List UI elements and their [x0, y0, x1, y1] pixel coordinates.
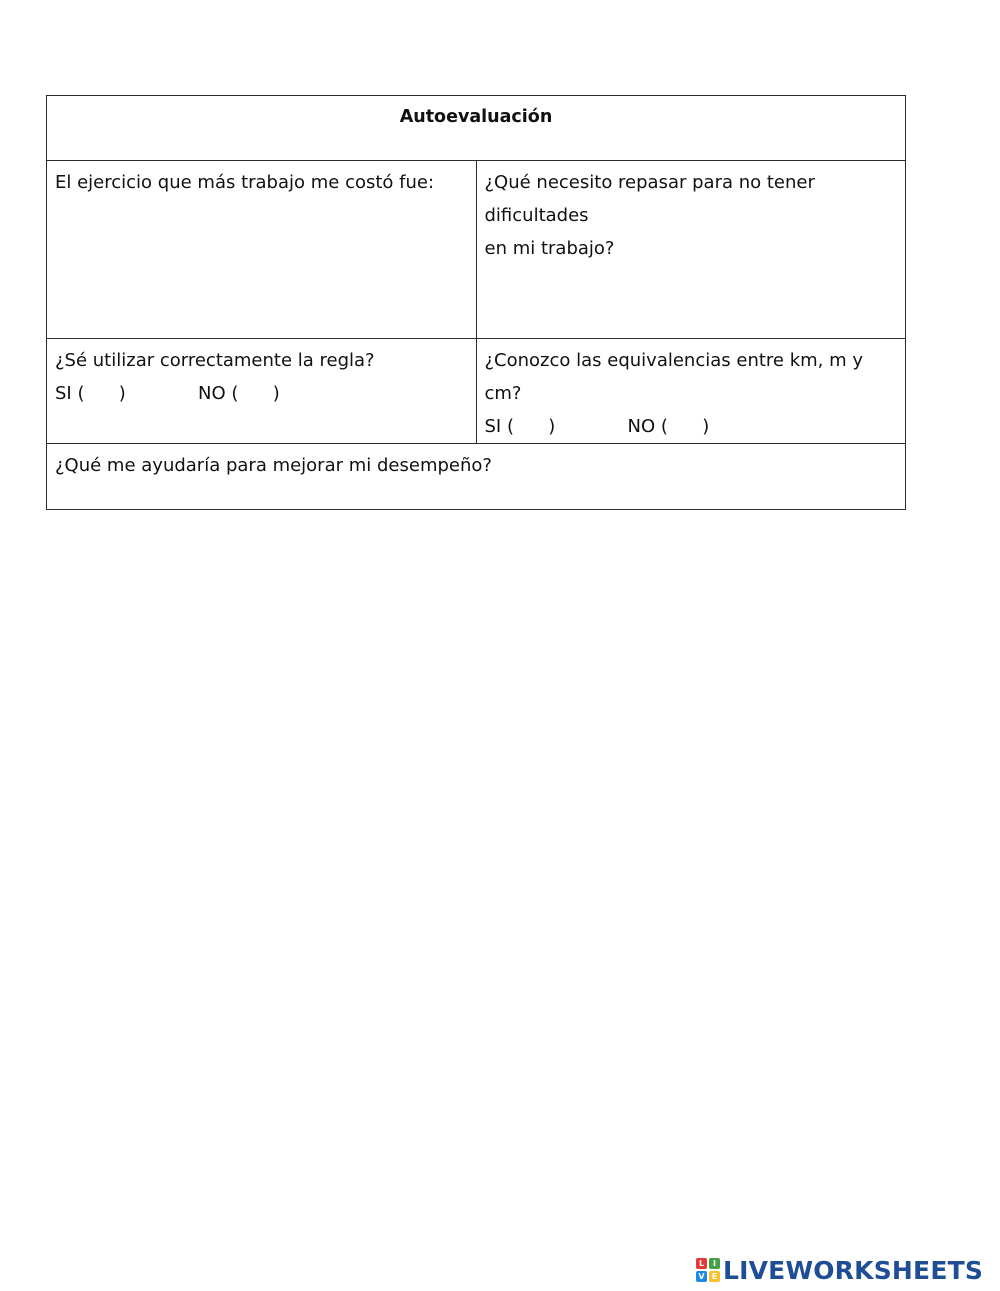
question-review-needs-line2: en mi trabajo? [484, 238, 615, 259]
liveworksheets-logo-icon [696, 1258, 720, 1282]
question-ruler-cell [47, 339, 477, 444]
ruler-yes-option[interactable]: SI ( ) [55, 383, 126, 404]
logo-block-l: L [696, 1258, 707, 1269]
question-ruler: ¿Sé utilizar correctamente la regla? [55, 350, 375, 371]
question-equivalences-cell [476, 339, 906, 444]
worksheet-title: Autoevaluación [399, 107, 553, 127]
logo-block-v: V [696, 1271, 707, 1282]
question-hardest-exercise: El ejercicio que más trabajo me costó fue: [55, 172, 435, 193]
question-improvement-cell[interactable] [47, 444, 906, 510]
ruler-no-option[interactable]: NO ( ) [198, 383, 280, 404]
question-review-needs-cell[interactable] [476, 161, 906, 339]
self-evaluation-table [46, 95, 906, 510]
equivalences-yes-option[interactable]: SI ( ) [484, 416, 556, 437]
logo-block-i: I [709, 1258, 720, 1269]
equivalences-no-option[interactable]: NO ( ) [627, 416, 710, 437]
liveworksheets-watermark [696, 1255, 983, 1285]
liveworksheets-brand-name: LIVEWORKSHEETS [723, 1255, 984, 1285]
question-hardest-exercise-cell[interactable] [47, 161, 477, 339]
question-review-needs-line1: ¿Qué necesito repasar para no tener dificultades [484, 172, 815, 226]
logo-block-e: E [709, 1271, 720, 1282]
question-equivalences: ¿Conozco las equivalencias entre km, m y cm? [484, 350, 864, 404]
title-cell [47, 96, 906, 161]
question-improvement: ¿Qué me ayudaría para mejorar mi desempeño? [55, 455, 492, 476]
